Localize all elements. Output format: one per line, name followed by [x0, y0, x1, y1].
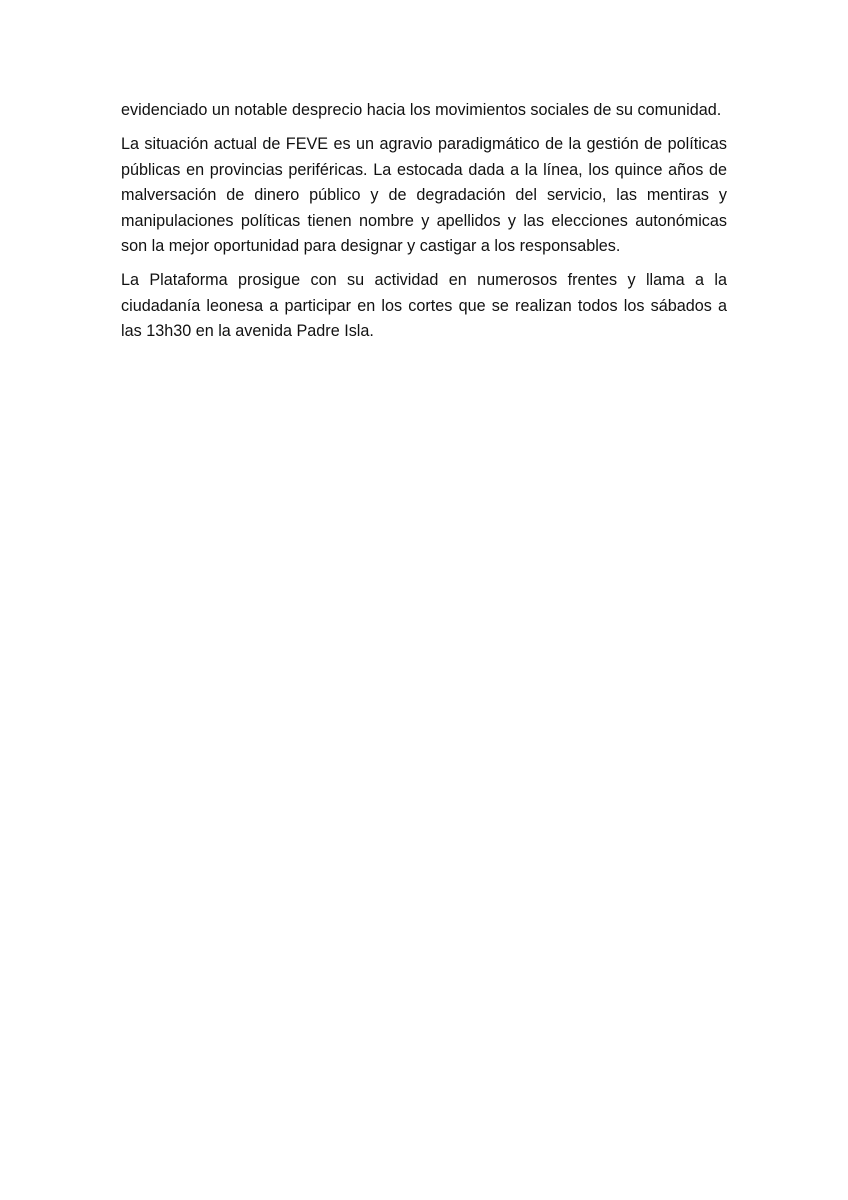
paragraph-continuation: evidenciado un notable desprecio hacia los movimientos sociales de su comunidad.	[121, 101, 722, 119]
paragraph-platform-activity: La Plataforma prosigue con su actividad en numerosos frentes y llama a la ciudadanía leonesa a participar en los cortes que se realizan todos los sábados a las 13h30 en la avenida Padre Isla.	[121, 271, 727, 341]
document-body	[121, 98, 727, 354]
paragraph-feve-situation: La situación actual de FEVE es un agravio paradigmático de la gestión de políticas públicas en provincias periféricas. La estocada dada a la línea, los quince años de malversación de dinero público y de degradación del servicio, las mentiras y manipulaciones políticas tienen nombre y apellidos y las elecciones autonómicas son la mejor oportunidad para designar y castigar a los responsables.	[121, 135, 727, 256]
